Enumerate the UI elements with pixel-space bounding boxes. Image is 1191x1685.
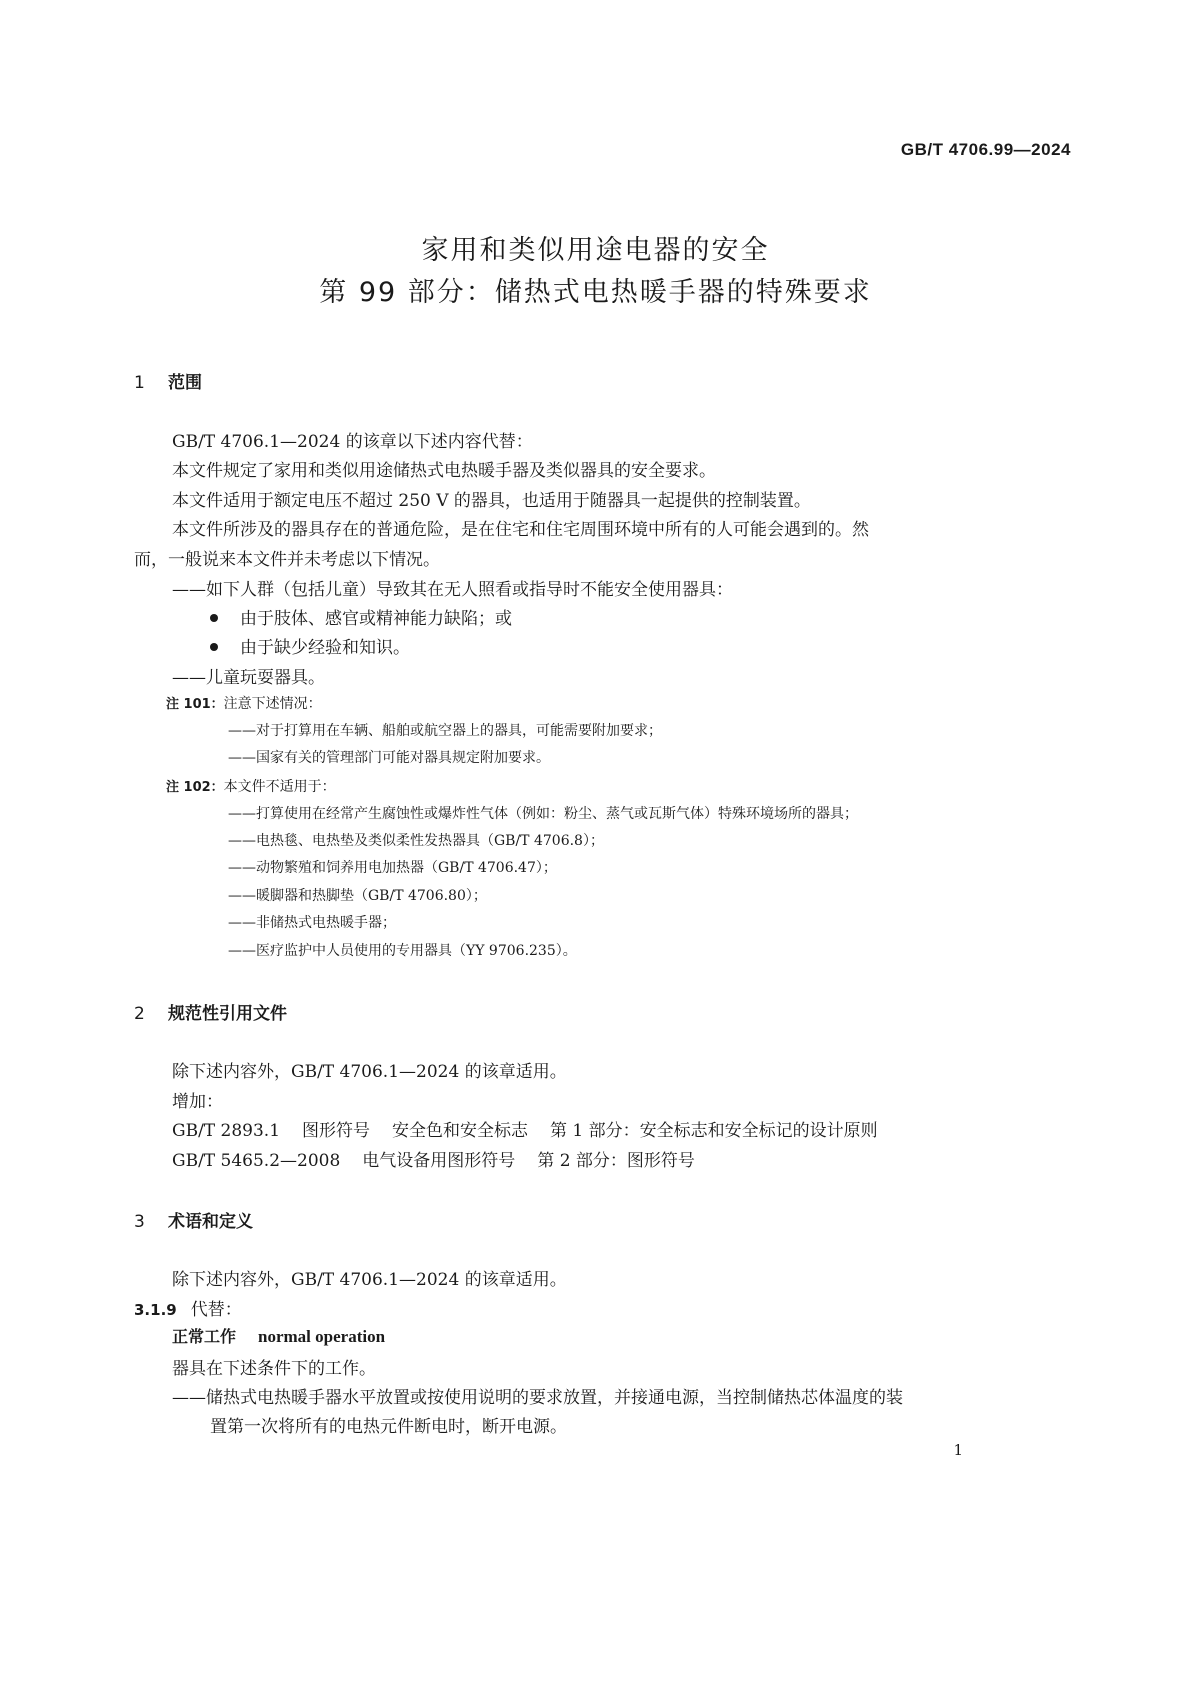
note-item: ——动物繁殖和饲养用电加热器（GB/T 4706.47）； <box>228 860 557 876</box>
note-102-text: 本文件不适用于： <box>223 779 336 795</box>
bullet-dot-icon <box>210 614 218 622</box>
paragraph: GB/T 4706.1—2024 的该章以下述内容代替： <box>172 432 533 452</box>
section-3-heading <box>134 1207 253 1232</box>
dash-item: ——儿童玩耍器具。 <box>172 668 325 688</box>
bullet-item: 由于肢体、感官或精神能力缺陷；或 <box>210 604 512 629</box>
clause-3-1-9 <box>134 1295 242 1320</box>
section-2-title: 规范性引用文件 <box>168 1004 287 1024</box>
section-1-heading <box>134 368 202 393</box>
clause-text: 代替： <box>190 1300 242 1320</box>
section-3-number: 3 <box>134 1212 145 1232</box>
paragraph: 本文件适用于额定电压不超过 250 V 的器具，也适用于随器具一起提供的控制装置。 <box>172 491 811 511</box>
note-item: ——电热毯、电热垫及类似柔性发热器具（GB/T 4706.8）； <box>228 833 604 849</box>
section-1-title: 范围 <box>168 373 202 393</box>
definition: 器具在下述条件下的工作。 <box>172 1359 376 1379</box>
bullet-item: 由于缺少经验和知识。 <box>210 633 410 658</box>
paragraph: 本文件所涉及的器具存在的普通危险，是在住宅和住宅周围环境中所有的人可能会遇到的。然 <box>172 520 869 540</box>
section-1-number: 1 <box>134 373 145 393</box>
paragraph: 增加： <box>172 1092 223 1112</box>
note-101-label: 注 101： <box>166 697 224 712</box>
document-title-line1: 家用和类似用途电器的安全 <box>421 235 770 266</box>
section-2-heading <box>134 999 287 1024</box>
clause-number: 3.1.9 <box>134 1301 177 1319</box>
document-title-line2: 第 99 部分：储热式电热暖手器的特殊要求 <box>319 277 872 308</box>
dash-item: ——如下人群（包括儿童）导致其在无人照看或指导时不能安全使用器具： <box>172 580 733 600</box>
note-101 <box>166 693 322 713</box>
note-102-label: 注 102： <box>166 780 224 795</box>
section-2-number: 2 <box>134 1004 145 1024</box>
note-101-text: 注意下述情况： <box>223 696 322 712</box>
paragraph: 除下述内容外，GB/T 4706.1—2024 的该章适用。 <box>172 1270 567 1290</box>
reference-item: GB/T 2893.1 图形符号 安全色和安全标志 第 1 部分：安全标志和安全标记的设计原则 <box>172 1121 878 1141</box>
document-code: GB/T 4706.99—2024 <box>900 140 1071 159</box>
dash-item: ——储热式电热暖手器水平放置或按使用说明的要求放置，并接通电源，当控制储热芯体温度的装 <box>172 1388 903 1408</box>
note-item: ——暖脚器和热脚垫（GB/T 4706.80）； <box>228 888 487 904</box>
term-heading <box>172 1324 385 1347</box>
dash-item-continued: 置第一次将所有的电热元件断电时，断开电源。 <box>210 1417 567 1437</box>
paragraph: 本文件规定了家用和类似用途储热式电热暖手器及类似器具的安全要求。 <box>172 461 716 481</box>
reference-item: GB/T 5465.2—2008 电气设备用图形符号 第 2 部分：图形符号 <box>172 1151 695 1171</box>
page-number: 1 <box>953 1441 963 1459</box>
note-item: ——非储热式电热暖手器； <box>228 915 396 931</box>
paragraph: 除下述内容外，GB/T 4706.1—2024 的该章适用。 <box>172 1062 567 1082</box>
note-item: ——医疗监护中人员使用的专用器具（YY 9706.235）。 <box>228 943 577 959</box>
bullet-dot-icon <box>210 643 218 651</box>
paragraph: 而，一般说来本文件并未考虑以下情况。 <box>134 550 440 570</box>
section-3-title: 术语和定义 <box>168 1212 253 1232</box>
note-item: ——国家有关的管理部门可能对器具规定附加要求。 <box>228 750 550 766</box>
note-item: ——对于打算用在车辆、船舶或航空器上的器具，可能需要附加要求； <box>228 723 662 739</box>
note-item: ——打算使用在经常产生腐蚀性或爆炸性气体（例如：粉尘、蒸气或瓦斯气体）特殊环境场所的器具； <box>228 806 858 822</box>
note-102 <box>166 776 336 796</box>
term-english: normal operation <box>258 1327 386 1346</box>
term-chinese: 正常工作 <box>172 1327 237 1346</box>
